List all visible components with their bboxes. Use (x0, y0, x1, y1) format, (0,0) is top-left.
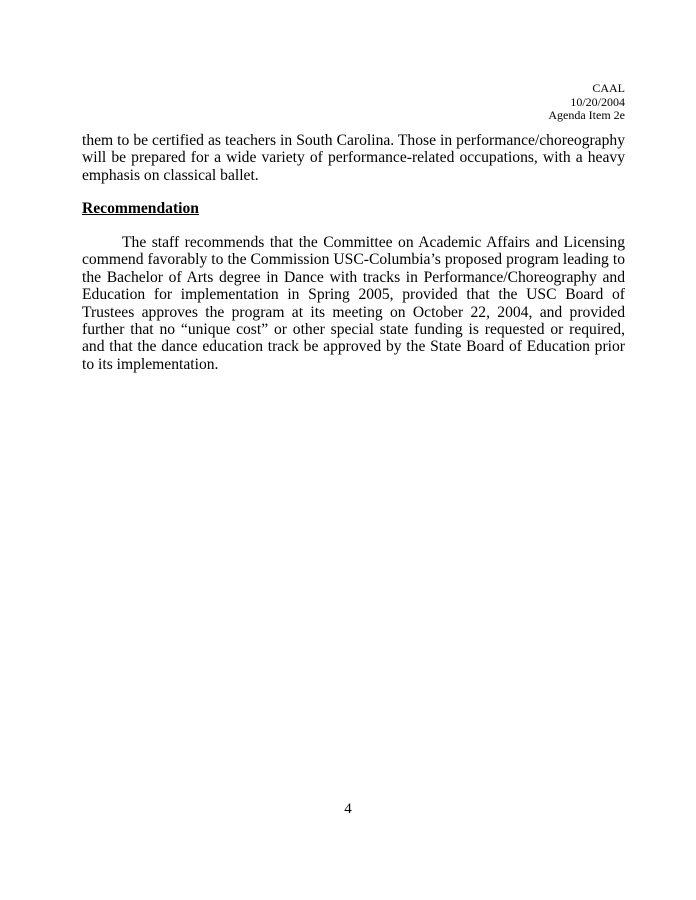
page-number: 4 (344, 801, 352, 817)
header-date: 10/20/2004 (570, 94, 625, 109)
paragraph-recommendation: The staff recommends that the Committee on Academic Affairs and Licensing commend favorably to the Commission USC-Columbia’s proposed program leading to the Bachelor of Arts degree in Dance with tracks in Performance/Choreography and Education for implementation in Spring 2005, provided that the USC Board of Trustees approves the program at its meeting on October 22, 2004, and provided further that no “unique cost” or other special state funding is requested or required, and that the dance education track be approved by the State Board of Education prior to its implementation. (82, 234, 625, 373)
paragraph-continuation: them to be certified as teachers in South Carolina. Those in performance/choreography will be prepared for a wide variety of performance-related occupations, with a heavy emphasis on classical ballet. (82, 132, 625, 184)
header-committee: CAAL (592, 81, 625, 95)
document-header (548, 82, 625, 123)
header-agenda-item: Agenda Item 2e (548, 108, 625, 123)
section-heading-recommendation: Recommendation (82, 200, 199, 217)
